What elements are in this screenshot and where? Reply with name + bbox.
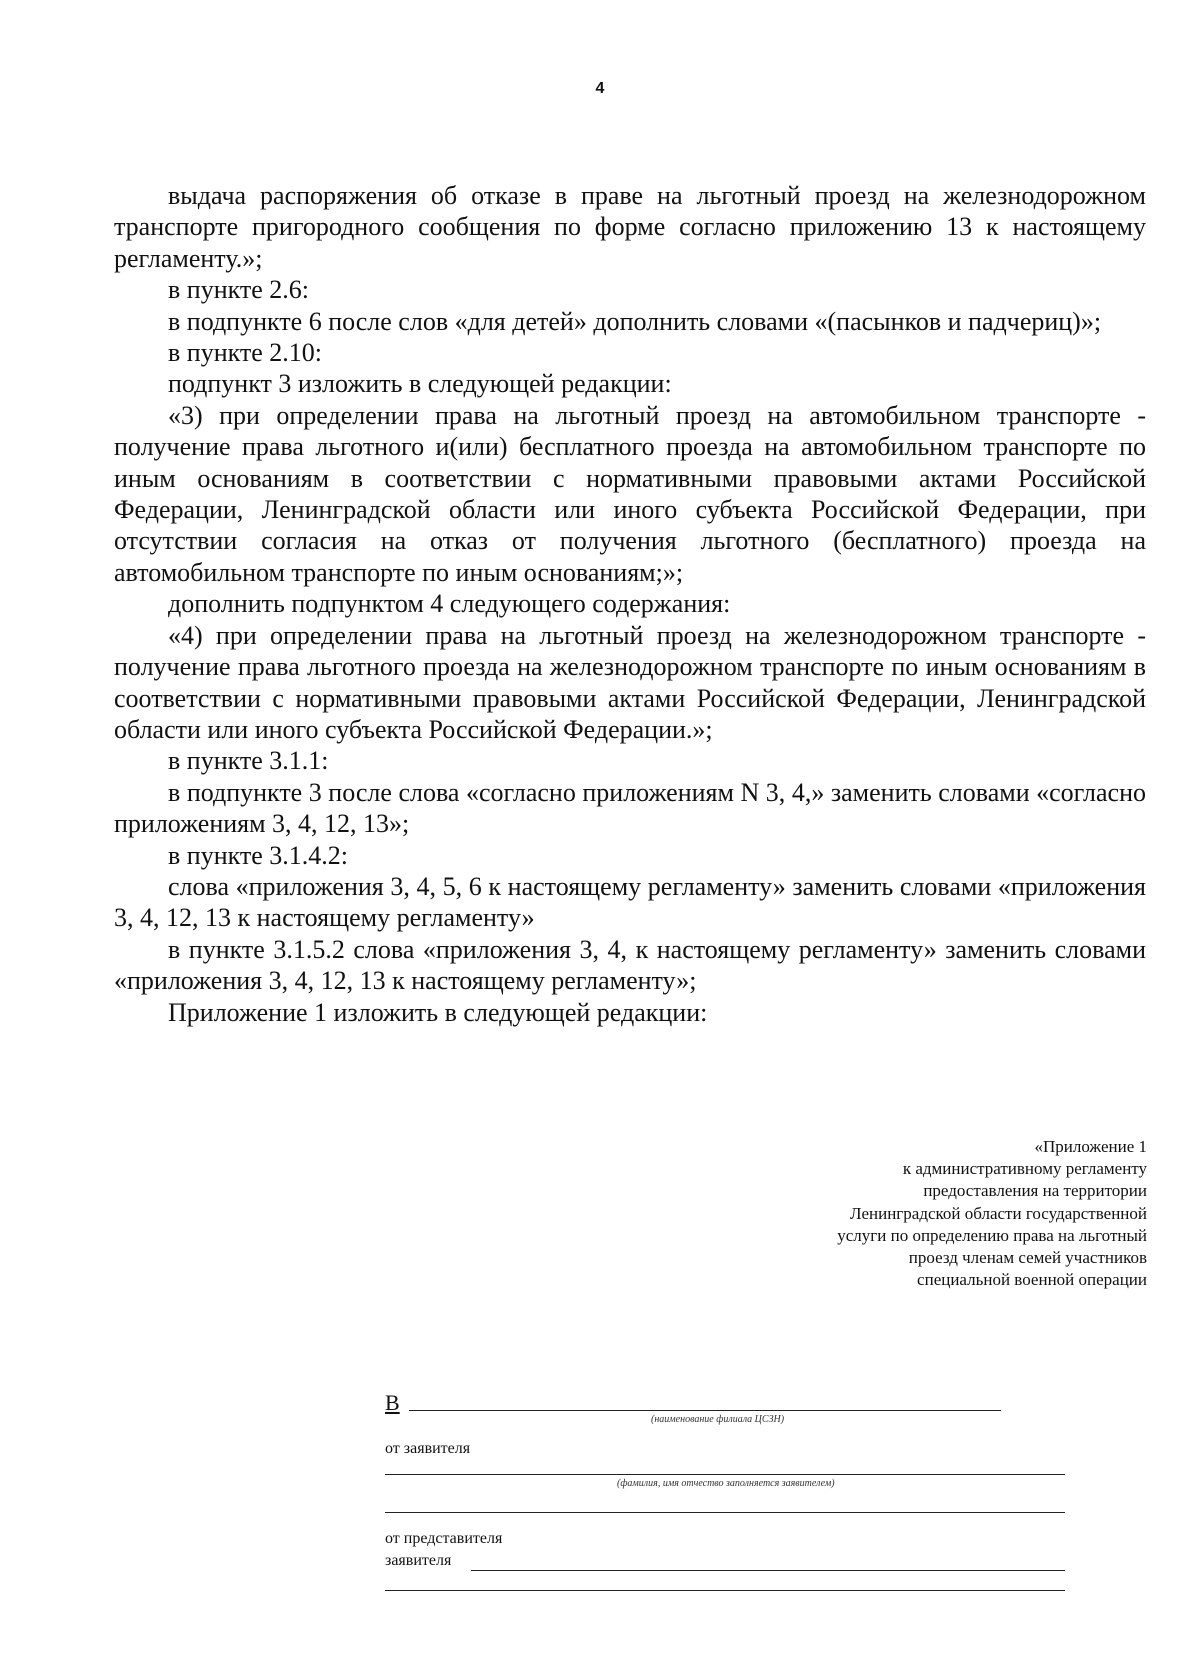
appendix-header <box>727 1136 1147 1291</box>
paragraph: слова «приложения 3, 4, 5, 6 к настоящему регламенту» заменить словами «приложения 3, 4, 12, 13 к настоящему регламенту» <box>114 871 1146 933</box>
paragraph: в подпункте 3 после слова «согласно приложениям N 3, 4,» заменить словами «согласно приложениям 3, 4, 12, 13»; <box>114 777 1146 839</box>
representative-label: от представителя <box>385 1530 503 1547</box>
appendix-header-line: «Приложение 1 <box>1034 1137 1147 1156</box>
body-text <box>114 180 1146 1028</box>
applicant-hint: (фамилия, имя отчество заполняется заявителем) <box>617 1478 835 1489</box>
appendix-header-line: проезд членам семей участников <box>908 1248 1147 1268</box>
branch-hint: (наименование филиала ЦСЗН) <box>651 1414 785 1425</box>
paragraph: Приложение 1 изложить в следующей редакции: <box>168 997 708 1027</box>
appendix-header-line: услуги по определению права на льготный <box>837 1225 1147 1245</box>
appendix-header-line: Ленинградской области государственной <box>850 1203 1147 1223</box>
paragraph: в подпункте 6 после слов «для детей» дополнить словами «(пасынков и падчериц)»; <box>168 306 1102 336</box>
representative-field-line-2[interactable] <box>385 1590 1065 1591</box>
paragraph: выдача распоряжения об отказе в праве на льготный проезд на железнодорожном транспорте пригородного сообщения по форме согласно приложению 13 к настоящему регламенту.»; <box>114 181 1146 273</box>
paragraph: в пункте 3.1.5.2 слова «приложения 3, 4, к настоящему регламенту» заменить словами «приложения 3, 4, 12, 13 к настоящему регламенту»; <box>114 934 1146 996</box>
representative-field-line[interactable] <box>471 1570 1065 1571</box>
representative-label-continued: заявителя <box>385 1552 452 1569</box>
applicant-label: от заявителя <box>385 1440 471 1457</box>
paragraph: в пункте 3.1.1: <box>168 746 329 776</box>
page-number: 4 <box>595 80 605 97</box>
branch-field-line[interactable] <box>409 1410 1001 1411</box>
to-label: В <box>385 1390 400 1415</box>
paragraph: дополнить подпунктом 4 следующего содержания: <box>168 589 731 619</box>
appendix-header-line: предоставления на территории <box>923 1181 1147 1201</box>
paragraph: в пункте 2.6: <box>168 275 310 305</box>
applicant-field-line-2[interactable] <box>385 1512 1065 1513</box>
paragraph: подпункт 3 изложить в следующей редакции: <box>168 369 672 399</box>
paragraph: в пункте 2.10: <box>168 338 323 368</box>
paragraph: в пункте 3.1.4.2: <box>168 840 349 870</box>
applicant-field-line[interactable] <box>385 1474 1065 1475</box>
appendix-header-line: специальной военной операции <box>917 1270 1147 1290</box>
paragraph: «3) при определении права на льготный проезд на автомобильном транспорте - получение права льготного и(или) бесплатного проезда на автомобильном транспорте по иным основаниям в соответствии с нормативными правовыми актами Российской Федерации, Ленинградской области или иного субъекта Российской Федерации, при отсутствии согласия на отказ от получения льготного (бесплатного) проезда на автомобильном транспорте по иным основаниям;»; <box>114 400 1146 587</box>
appendix-header-line: к административному регламенту <box>902 1159 1147 1179</box>
paragraph: «4) при определении права на льготный проезд на железнодорожном транспорте - получение права льготного проезда на железнодорожном транспорте по иным основаниям в соответствии с нормативными правовыми актами Российской Федерации, Ленинградской области или иного субъекта Российской Федерации.»; <box>114 620 1146 744</box>
